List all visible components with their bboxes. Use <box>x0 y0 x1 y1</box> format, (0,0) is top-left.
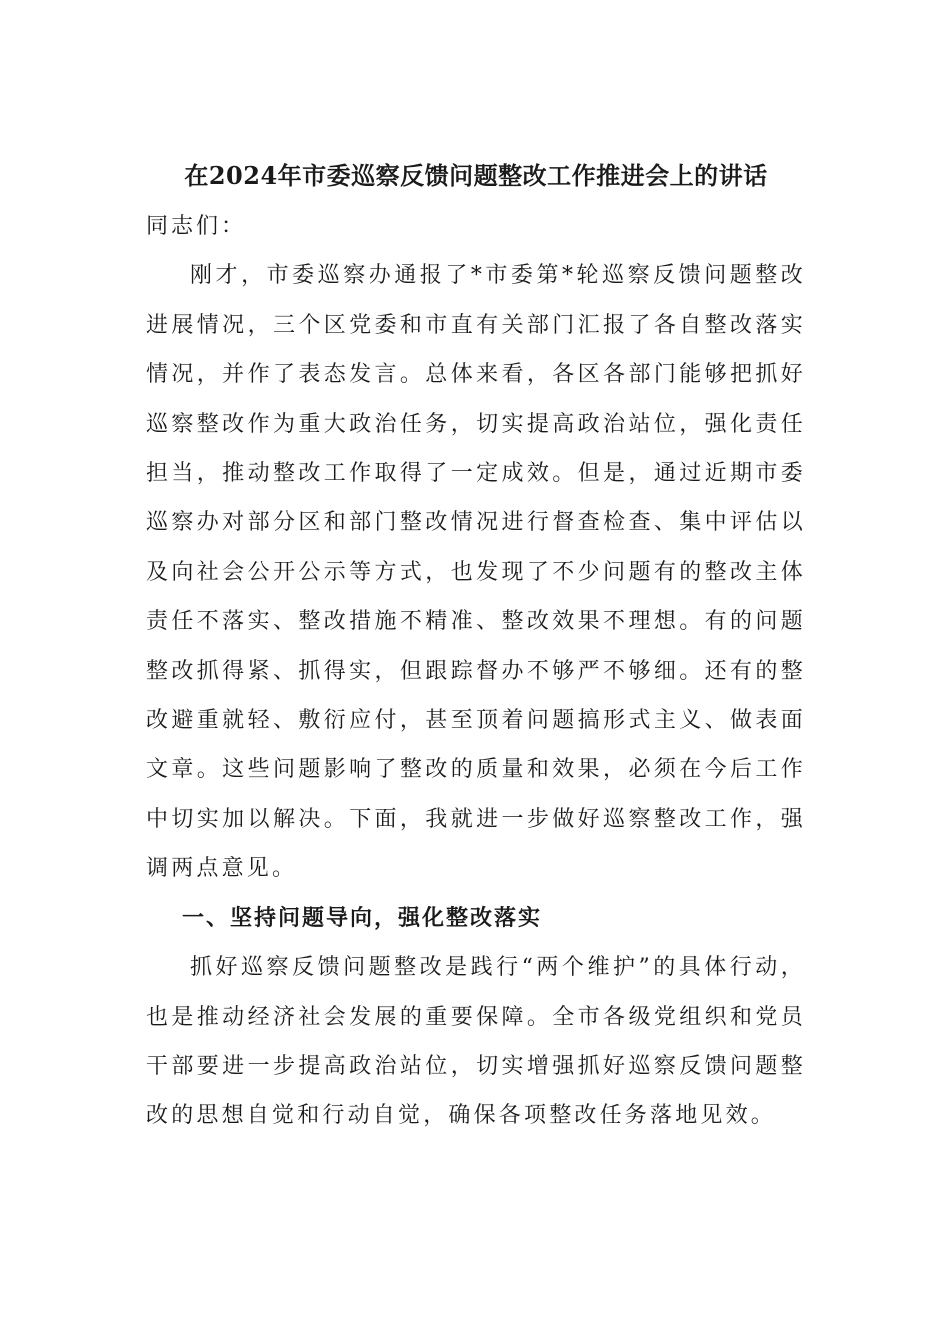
section-heading-1: 一、坚持问题导向，强化整改落实 <box>182 904 543 931</box>
salutation: 同志们： <box>146 214 247 239</box>
body-paragraph-1: 刚才，市委巡察办通报了*市委第*轮巡察反馈问题整改进展情况，三个区党委和市直有关部门汇报了各自整改落实情况，并作了表态发言。总体来看，各区各部门能够把抓好巡察整改作为重大政治任务，切实提高政治站位，强化责任担当，推动整改工作取得了一定成效。但是，通过近期市委巡察办对部分区和部门整改情况进行督查检查、集中评估以及向社会公开公示等方式，也发现了不少问题有的整改主体责任不落实、整改措施不精准、整改效果不理想。有的问题整改抓得紧、抓得实，但跟踪督办不够严不够细。还有的整改避重就轻、敷衍应付，甚至顶着问题搞形式主义、做表面文章。这些问题影响了整改的质量和效果，必须在今后工作中切实加以解决。下面，我就进一步做好巡察整改工作，强调两点意见。 <box>146 263 806 882</box>
document-page <box>146 150 806 1141</box>
document-title: 在2024年市委巡察反馈问题整改工作推进会上的讲话 <box>184 161 768 190</box>
body-paragraph-2: 抓好巡察反馈问题整改是践行“两个维护”的具体行动，也是推动经济社会发展的重要保障。全市各级党组织和党员干部要进一步提高政治站位，切实增强抓好巡察反馈问题整改的思想自觉和行动自觉，确保各项整改任务落地见效。 <box>146 955 806 1129</box>
